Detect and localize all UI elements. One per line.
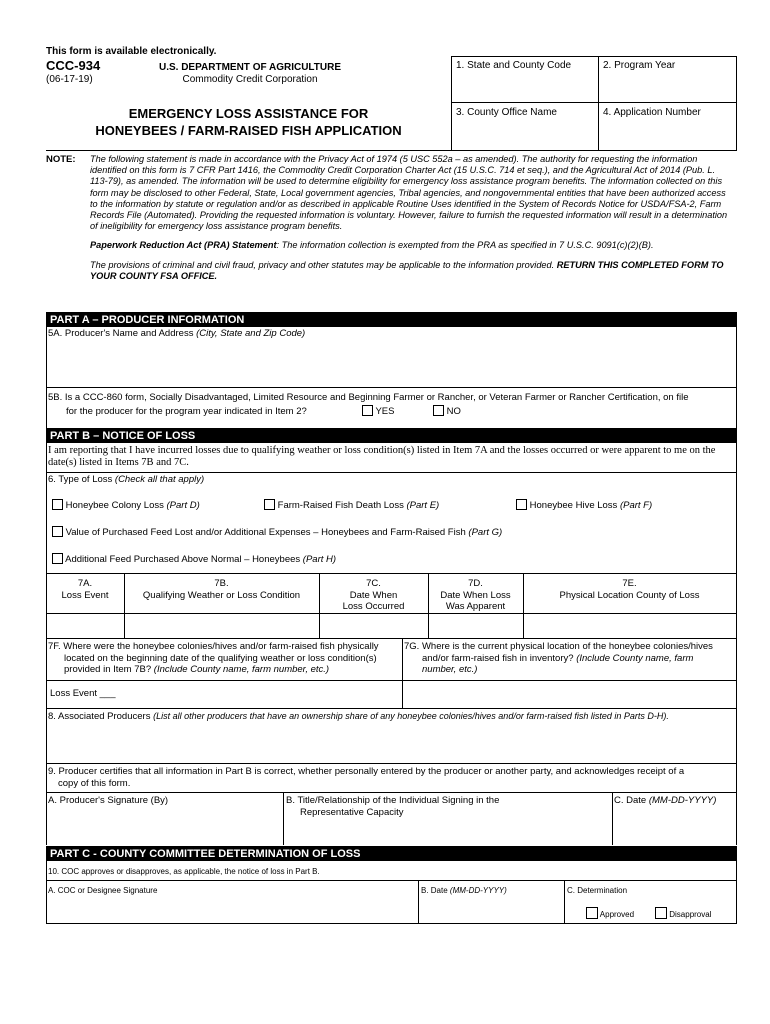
coc-signature-label: A. COC or Designee Signature: [48, 886, 158, 895]
honeybee-hive-loss-checkbox[interactable]: [516, 499, 527, 510]
purchased-feed-lost-part: (Part G): [468, 527, 503, 538]
honeybee-colony-loss-option: [52, 499, 200, 511]
producer-name-address-label: [48, 328, 305, 339]
col-7b-number: 7B.: [214, 578, 229, 589]
yes-checkbox[interactable]: [362, 405, 373, 416]
physical-location-county-input[interactable]: [524, 614, 736, 637]
associated-producers-input[interactable]: [47, 724, 736, 762]
item-7f-line3: [48, 664, 379, 676]
col-7a-number: 7A.: [77, 578, 93, 589]
part-a-header: PART A – PRODUCER INFORMATION: [46, 312, 737, 327]
coc-signature-field[interactable]: [47, 896, 418, 922]
producer-date-label: [614, 795, 716, 806]
item-7f-line1: 7F. Where were the honeybee colonies/hives and/or farm-raised fish physically: [48, 641, 379, 652]
item-9-line1: 9. Producer certifies that all information in Part B is correct, whether personally entered by the producer or another party, and acknowledges receipt of a: [48, 766, 685, 777]
col-7c-number: 7C.: [366, 578, 381, 589]
disapproval-option: [655, 907, 711, 919]
col-7c-header: [319, 578, 428, 613]
form-number: CCC-934: [46, 58, 101, 73]
item-7g-hint: (Include County name, farm: [576, 652, 694, 664]
honeybee-colony-loss-label: Honeybee Colony Loss: [65, 500, 167, 511]
honeybee-colony-loss-part: (Part D): [166, 500, 200, 511]
item-6-text: 6. Type of Loss: [48, 474, 115, 485]
additional-feed-label: Additional Feed Purchased Above Normal – Honeybees: [65, 554, 303, 565]
pra-text: : The information collection is exempted from the PRA as specified in 7 U.S.C. 9091(c)(2)(B).: [276, 240, 654, 251]
producer-signature-field[interactable]: [47, 808, 283, 844]
item-8-text: 8. Associated Producers: [48, 711, 154, 722]
program-year-label: 2. Program Year: [603, 60, 676, 71]
col-7a-header: [46, 578, 124, 601]
col-7b-header: [124, 578, 319, 601]
item-7g-line2-text: and/or farm-raised fish in inventory?: [422, 652, 577, 664]
item-7g-line2: [404, 653, 713, 665]
purchased-feed-lost-checkbox[interactable]: [52, 526, 63, 537]
fish-death-loss-label: Farm-Raised Fish Death Loss: [277, 500, 407, 511]
form-title-line2: HONEYBEES / FARM-RAISED FISH APPLICATION: [95, 123, 402, 138]
purchased-feed-lost-label: Value of Purchased Feed Lost and/or Additional Expenses – Honeybees and Farm-Raised Fish: [65, 527, 469, 538]
col-7e-header: [523, 578, 736, 601]
col-7d-title1: Date When Loss: [440, 589, 511, 601]
honeybee-colony-loss-checkbox[interactable]: [52, 499, 63, 510]
honeybee-hive-loss-option: [516, 499, 652, 511]
col-7e-title: Physical Location County of Loss: [559, 589, 700, 601]
item-5a-text: 5A. Producer's Name and Address: [48, 328, 197, 339]
producer-name-address-field[interactable]: [47, 340, 736, 386]
part-b-header: PART B – NOTICE OF LOSS: [46, 428, 737, 443]
item-7f-line2: located on the beginning date of the qualifying weather or loss condition(s): [64, 652, 377, 664]
item-7g-input[interactable]: [403, 682, 736, 707]
title-relationship-label: [286, 795, 499, 818]
col-7b-title: Qualifying Weather or Loss Condition: [142, 589, 301, 601]
date-loss-occurred-input[interactable]: [320, 614, 428, 637]
additional-feed-part: (Part H): [302, 554, 337, 565]
item-9c-hint: (MM-DD-YYYY): [648, 795, 717, 806]
associated-producers-label: [48, 711, 669, 722]
agency-name: U.S. DEPARTMENT OF AGRICULTURE: [158, 62, 342, 73]
item-10-text: 10. COC approves or disapproves, as applicable, the notice of loss in Part B.: [48, 867, 320, 876]
item-6-hint: (Check all that apply): [114, 474, 205, 485]
sub-agency-name: Commodity Credit Corporation: [182, 74, 318, 85]
return-instruction: RETURN THIS COMPLETED FORM TO YOUR COUNTY FSA OFFICE.: [90, 259, 724, 281]
determination-label: C. Determination: [567, 886, 628, 895]
form-title-line1: EMERGENCY LOSS ASSISTANCE FOR: [128, 106, 369, 121]
col-7d-header: [428, 578, 523, 613]
item-7g-hint2: number, etc.): [422, 664, 478, 675]
col-7a-title: Loss Event: [61, 589, 109, 601]
producer-date-field[interactable]: [613, 808, 736, 844]
date-loss-apparent-input[interactable]: [429, 614, 523, 637]
coc-date-field[interactable]: [419, 896, 564, 922]
item-7f-input[interactable]: [124, 682, 401, 707]
item-5b-line2: for the producer for the program year indicated in Item 2?: [66, 406, 307, 417]
pra-statement: [90, 240, 735, 251]
loss-event-number-label: Loss Event ___: [50, 688, 116, 699]
coc-date-label: [421, 886, 507, 895]
col-7e-number: 7E.: [622, 578, 637, 589]
yes-label: YES: [375, 406, 395, 417]
fish-death-loss-part: (Part E): [406, 500, 440, 511]
item-9b-line2: Representative Capacity: [300, 806, 404, 818]
provisions-text: The provisions of criminal and civil fraud, privacy and other statutes may be applicable to the information provided.: [90, 259, 557, 270]
producer-signature-label: A. Producer's Signature (By): [48, 795, 169, 806]
col-7c-title2: Loss Occurred: [342, 601, 405, 612]
state-county-code-label: 1. State and County Code: [456, 60, 572, 71]
col-7c-title1: Date When: [349, 589, 398, 601]
no-checkbox[interactable]: [433, 405, 444, 416]
loss-event-input[interactable]: [47, 614, 124, 637]
approved-option: [586, 907, 634, 919]
honeybee-hive-loss-label: Honeybee Hive Loss: [529, 500, 620, 511]
approved-checkbox[interactable]: [586, 907, 598, 919]
item-7g-line1: 7G. Where is the current physical location of the honeybee colonies/hives: [404, 641, 713, 652]
pra-label: Paperwork Reduction Act (PRA) Statement: [90, 240, 277, 251]
additional-feed-option: [52, 553, 336, 565]
fish-death-loss-option: [264, 499, 439, 511]
purchased-feed-lost-option: [52, 526, 502, 538]
note-label: NOTE:: [46, 154, 76, 165]
item-5b-line1: 5B. Is a CCC-860 form, Socially Disadvantaged, Limited Resource and Beginning Farmer or Rancher, or Veteran Farmer or Rancher Certification, on file: [48, 392, 689, 403]
item-7f-label: [48, 641, 379, 676]
item-7g-label: [404, 641, 713, 676]
disapproval-checkbox[interactable]: [655, 907, 667, 919]
item-9c-text: C. Date: [614, 795, 649, 806]
part-c-header: PART C - COUNTY COMMITTEE DETERMINATION OF LOSS: [46, 846, 737, 861]
county-office-name-label: 3. County Office Name: [456, 107, 557, 118]
item-7f-line3-text: provided in Item 7B?: [64, 664, 154, 675]
item-10b-text: B. Date: [421, 886, 450, 895]
honeybee-hive-loss-part: (Part F): [619, 500, 653, 511]
item-9-line2: copy of this form.: [58, 777, 131, 789]
cccc860-yes-option: [362, 405, 394, 417]
item-7f-hint: (Include County name, farm number, etc.): [153, 664, 330, 675]
ccc860-no-option: [433, 405, 461, 417]
title-relationship-field[interactable]: [284, 820, 612, 844]
approved-label: Approved: [599, 910, 635, 919]
qualifying-condition-input[interactable]: [125, 614, 319, 637]
notice-of-loss-statement: I am reporting that I have incurred losses due to qualifying weather or loss condition(s) listed in Item 7A and the losses occurred or were apparent to me on the date(s) listed in Items 7B and 7C.: [48, 445, 716, 468]
provisions-statement: [90, 260, 735, 282]
item-8-hint: (List all other producers that have an ownership share of any honeybee colonies/hives and/or farm-raised fish listed in Parts D-H).: [153, 711, 669, 721]
item-9b-line1: B. Title/Relationship of the Individual Signing in the: [286, 795, 500, 806]
privacy-act-statement: The following statement is made in accordance with the Privacy Act of 1974 (5 USC 552a – as amended). The authority for requesting the information identified on this form is 7 CFR Part 1416, the Commodity Credit Corporation Charter Act (15 U.S.C. 714 et seq.), and the Agricultural Act of 2014 (Pub. L. 113-79), as amended. The information will be used to determine eligibility for emergency loss assistance program benefits. The information collected on this form may be disclosed to other Federal, State, Local government agencies, Tribal agencies, and nongovernmental entities that have been authorized access to the information by statute or regulation and/or as described in applicable Routine Uses identified in the System of Records Notice for USDA/FSA-2, Farm Records File (Automated). Providing the requested information is voluntary. However, failure to furnish the requested information will result in a determination of ineligibility for emergency loss assistance program benefits.: [90, 154, 728, 232]
fish-death-loss-checkbox[interactable]: [264, 499, 275, 510]
item-10b-hint: (MM-DD-YYYY): [449, 886, 507, 895]
item-5a-hint: (City, State and Zip Code): [196, 328, 306, 339]
col-7d-number: 7D.: [468, 578, 483, 589]
form-date: (06-17-19): [46, 74, 93, 85]
electronic-availability-note: This form is available electronically.: [46, 46, 217, 57]
additional-feed-checkbox[interactable]: [52, 553, 63, 564]
col-7d-title2: Was Apparent: [445, 601, 506, 612]
no-label: NO: [446, 406, 461, 417]
item-9-certification: [48, 766, 684, 789]
application-number-label: 4. Application Number: [603, 107, 701, 118]
type-of-loss-label: [48, 474, 204, 485]
disapproval-label: Disapproval: [669, 910, 712, 919]
